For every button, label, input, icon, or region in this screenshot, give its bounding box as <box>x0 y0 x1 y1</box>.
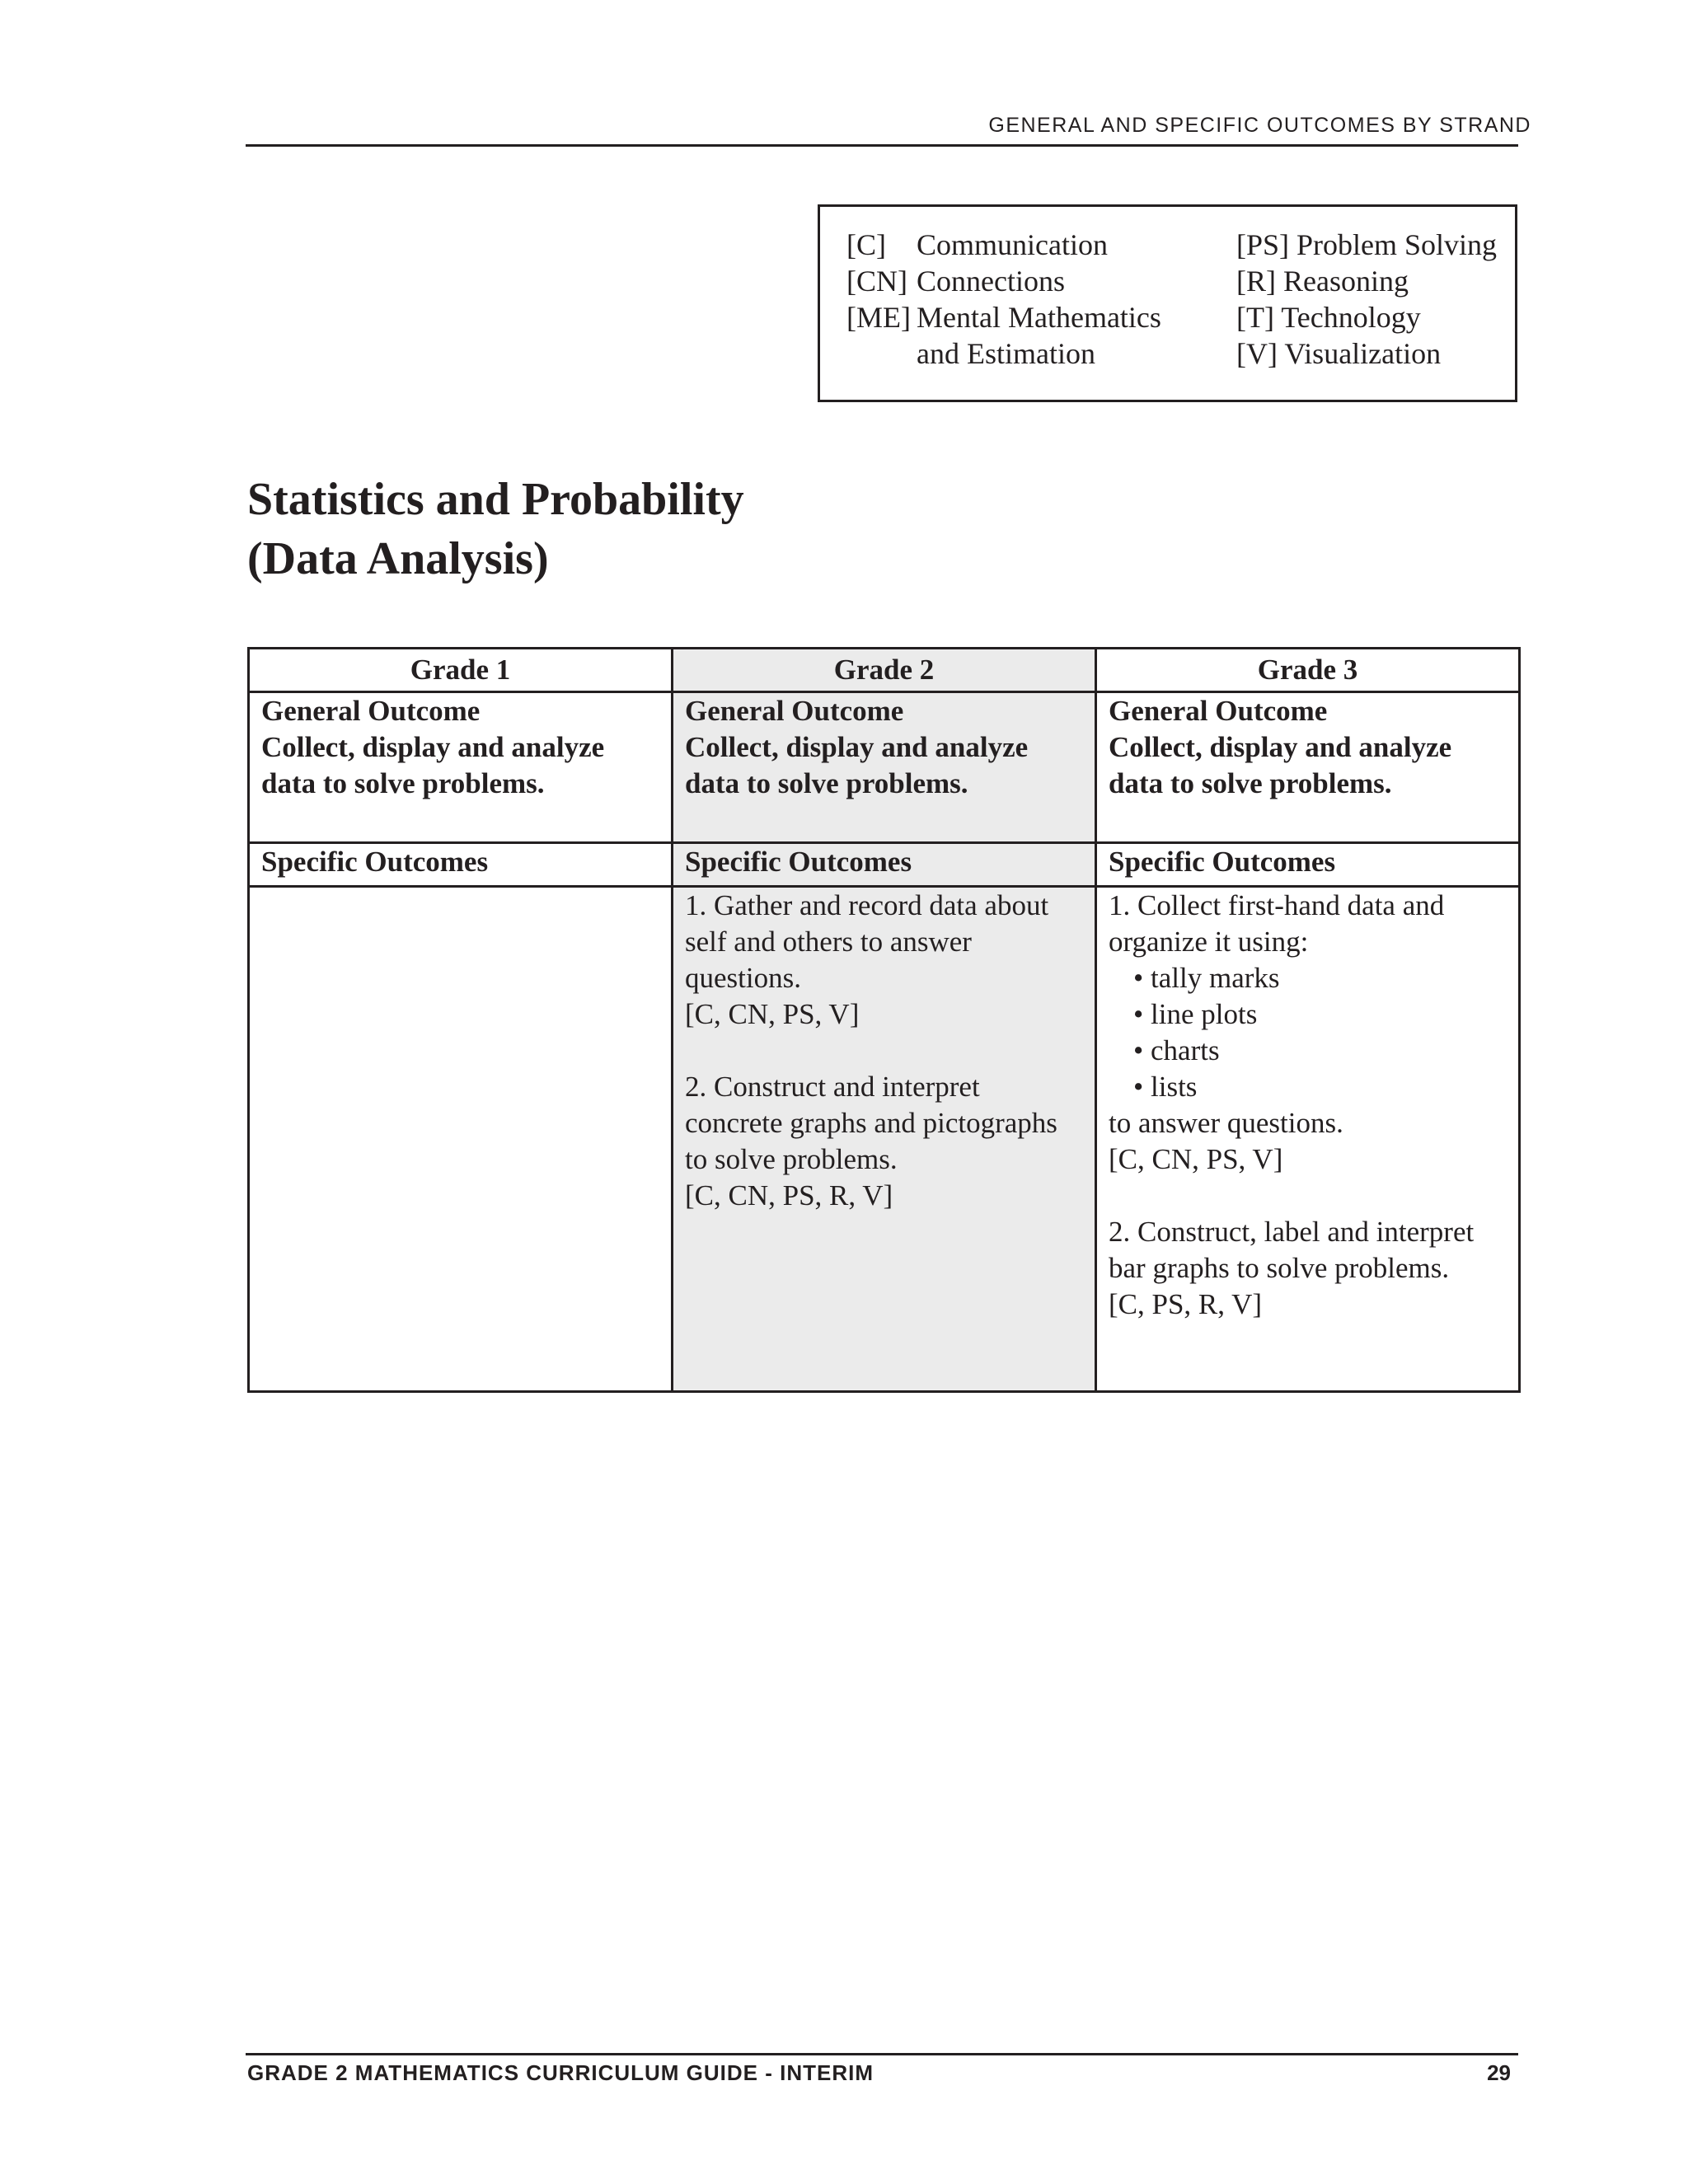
legend-label: Communication <box>917 228 1108 261</box>
legend-code: [V] <box>1236 337 1278 370</box>
grade2-outcome-1: 1. Gather and record data about self and others to answer questions. <box>685 889 1049 994</box>
column-header-grade2: Grade 2 <box>673 649 1096 692</box>
legend-code: [ME] <box>846 301 911 334</box>
general-outcome-cell-grade2 <box>673 692 1096 843</box>
running-header: GENERAL AND SPECIFIC OUTCOMES BY STRAND <box>988 114 1531 137</box>
page-title-line1: Statistics and Probability <box>247 474 744 525</box>
general-outcome-text: Collect, display and analyze data to solve problems. <box>1109 731 1452 799</box>
legend-item-communication <box>846 227 1161 263</box>
legend-label: Mental Mathematics <box>917 301 1161 334</box>
column-header-grade3: Grade 3 <box>1096 649 1520 692</box>
legend-code: [C] <box>846 228 886 261</box>
legend-item-technology <box>1236 299 1497 335</box>
footer-rule <box>246 2053 1518 2055</box>
grade3-outcome-1-outro: to answer questions. <box>1109 1107 1343 1139</box>
legend-label: Technology <box>1281 301 1421 334</box>
header-rule <box>246 144 1518 147</box>
legend-code: [T] <box>1236 301 1274 334</box>
legend-label: Visualization <box>1284 337 1442 370</box>
legend-code: [R] <box>1236 265 1276 298</box>
general-outcome-cell-grade1 <box>249 692 673 843</box>
grade3-outcome-1-intro: 1. Collect first-hand data and organize it using: <box>1109 889 1445 958</box>
legend-code: [CN] <box>846 265 907 298</box>
legend-right-column <box>1236 227 1497 372</box>
bullet-item: • charts <box>1133 1033 1507 1069</box>
specific-outcomes-cell-grade3 <box>1096 887 1520 1392</box>
bullet-item: • tally marks <box>1133 960 1507 996</box>
general-outcome-row <box>249 692 1520 843</box>
grade2-outcome-1-codes: [C, CN, PS, V] <box>685 998 860 1030</box>
page-title <box>247 470 744 588</box>
specific-outcomes-row <box>249 887 1520 1392</box>
general-outcome-text: Collect, display and analyze data to solve problems. <box>261 731 605 799</box>
grade3-outcome-2-codes: [C, PS, R, V] <box>1109 1288 1263 1320</box>
legend-item-connections <box>846 263 1161 299</box>
spacer <box>685 1033 1083 1069</box>
column-header-grade1: Grade 1 <box>249 649 673 692</box>
page-title-line2: (Data Analysis) <box>247 533 549 584</box>
legend-item-mental-math <box>846 299 1161 335</box>
legend-left-column <box>846 227 1161 372</box>
general-outcome-cell-grade3 <box>1096 692 1520 843</box>
legend-item-continuation: and Estimation <box>917 337 1095 370</box>
legend-item-visualization <box>1236 335 1497 372</box>
grade3-outcome-1-codes: [C, CN, PS, V] <box>1109 1143 1283 1175</box>
table-header-row <box>249 649 1520 692</box>
specific-outcomes-label-grade1: Specific Outcomes <box>249 843 673 887</box>
specific-outcomes-label-grade2: Specific Outcomes <box>673 843 1096 887</box>
process-legend-box <box>818 204 1517 402</box>
general-outcome-label: General Outcome <box>685 695 904 727</box>
legend-label: Connections <box>917 265 1065 298</box>
bullet-item: • lists <box>1133 1069 1507 1105</box>
general-outcome-text: Collect, display and analyze data to solve problems. <box>685 731 1029 799</box>
general-outcome-label: General Outcome <box>1109 695 1328 727</box>
legend-label: Reasoning <box>1283 265 1409 298</box>
specific-outcomes-header-row <box>249 843 1520 887</box>
spacer <box>1109 1178 1507 1214</box>
bullet-item: • line plots <box>1133 996 1507 1033</box>
page-number: 29 <box>1487 2060 1511 2085</box>
general-outcome-label: General Outcome <box>261 695 481 727</box>
outcomes-table <box>247 647 1521 1393</box>
legend-item-problem-solving <box>1236 227 1497 263</box>
grade2-outcome-2: 2. Construct and interpret concrete graphs and pictographs to solve problems. <box>685 1071 1057 1175</box>
specific-outcomes-cell-grade1 <box>249 887 673 1392</box>
grade2-outcome-2-codes: [C, CN, PS, R, V] <box>685 1179 893 1212</box>
grade3-outcome-1-list <box>1109 960 1507 1105</box>
grade3-outcome-2: 2. Construct, label and interpret bar graphs to solve problems. <box>1109 1216 1475 1284</box>
specific-outcomes-cell-grade2 <box>673 887 1096 1392</box>
legend-code: [PS] <box>1236 228 1290 261</box>
specific-outcomes-label-grade3: Specific Outcomes <box>1096 843 1520 887</box>
legend-label: Problem Solving <box>1296 228 1498 261</box>
footer-title: GRADE 2 MATHEMATICS CURRICULUM GUIDE - INTERIM <box>247 2060 874 2085</box>
legend-item-reasoning <box>1236 263 1497 299</box>
